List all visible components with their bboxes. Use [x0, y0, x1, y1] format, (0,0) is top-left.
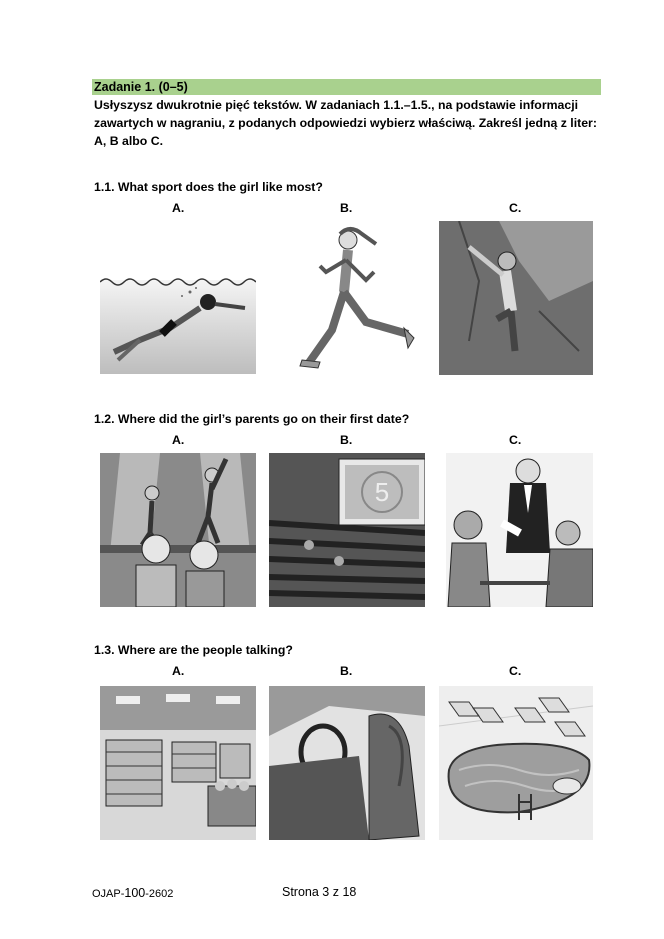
cinema-picture[interactable]: [269, 453, 425, 607]
exam-code: [92, 886, 173, 901]
instruction-line: A, B albo C.: [94, 134, 164, 148]
exam-code-suffix: -2602: [145, 888, 174, 900]
question-1-1: 1.1. What sport does the girl like most?: [94, 180, 323, 194]
instruction-line: zawartych w nagraniu, z podanych odpowiedzi wybierz właściwą. Zakreśl jedną z liter:: [94, 116, 597, 130]
cinema-screen-number: 5: [374, 477, 390, 507]
swimming-pool-picture[interactable]: [439, 686, 593, 840]
restaurant-picture[interactable]: [446, 453, 593, 607]
running-picture[interactable]: [296, 222, 426, 374]
option-label-c[interactable]: C.: [509, 433, 522, 447]
supermarket-picture[interactable]: [100, 686, 256, 840]
task-title: Zadanie 1. (0–5): [94, 80, 188, 94]
option-label-b[interactable]: B.: [340, 201, 353, 215]
option-label-a[interactable]: A.: [172, 664, 185, 678]
option-label-c[interactable]: C.: [509, 201, 522, 215]
task-instructions: [94, 96, 614, 150]
option-label-b[interactable]: B.: [340, 664, 353, 678]
climbing-picture[interactable]: [439, 221, 593, 375]
task-header: [92, 79, 601, 95]
car-interior-picture[interactable]: [269, 686, 425, 840]
option-label-c[interactable]: C.: [509, 664, 522, 678]
question-1-2: 1.2. Where did the girl’s parents go on their first date?: [94, 412, 410, 426]
exam-code-main: 100: [124, 886, 146, 900]
instruction-line: Usłyszysz dwukrotnie pięć tekstów. W zadaniach 1.1.–1.5., na podstawie informacji: [94, 98, 579, 112]
concert-picture[interactable]: [100, 453, 256, 607]
option-label-b[interactable]: B.: [340, 433, 353, 447]
swimming-picture[interactable]: [100, 262, 256, 374]
question-1-3: 1.3. Where are the people talking?: [94, 643, 293, 657]
option-label-a[interactable]: A.: [172, 433, 185, 447]
page-number: Strona 3 z 18: [282, 885, 357, 899]
exam-code-prefix: OJAP-: [92, 888, 125, 900]
option-label-a[interactable]: A.: [172, 201, 185, 215]
